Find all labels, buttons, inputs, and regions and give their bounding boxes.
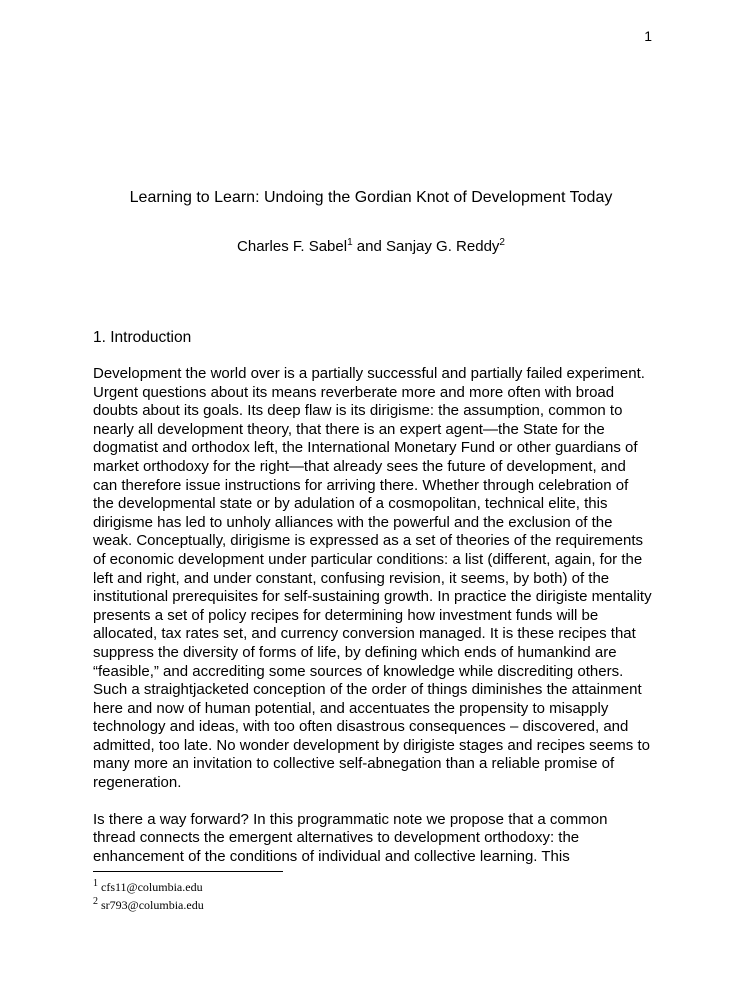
- footnote-1-marker: 1: [93, 878, 98, 889]
- footnote-separator-rule: [93, 871, 283, 872]
- footnote-1-email: cfs11@columbia.edu: [101, 880, 203, 894]
- author-2-name: Sanjay G. Reddy: [386, 238, 500, 255]
- footnote-2: [93, 897, 653, 915]
- body-text: [93, 365, 653, 866]
- section-heading-introduction: 1. Introduction: [93, 329, 192, 346]
- paper-title: Learning to Learn: Undoing the Gordian Knot of Development Today: [129, 189, 613, 206]
- paragraph-introduction-2: Is there a way forward? In this programmatic note we propose that a common thread connects the emergent alternatives to development orthodoxy: the enhancement of the conditions of individual and collective learning. This: [93, 810, 608, 865]
- footnote-area: [93, 871, 653, 914]
- footnote-2-email: sr793@columbia.edu: [101, 897, 204, 912]
- page-number: 1: [644, 28, 652, 44]
- footnote-1: [93, 879, 653, 897]
- footnote-2-marker: 2: [93, 895, 98, 907]
- author-2-footnote-marker: 2: [499, 237, 505, 248]
- author-1-footnote-marker: 1: [347, 237, 353, 248]
- authors-line: [92, 237, 650, 256]
- author-1-name: Charles F. Sabel: [237, 238, 348, 255]
- paragraph-introduction-1: Development the world over is a partially successful and partially failed experiment. Urgent questions about its means reverberate more and more often with broad doubts about its goals. Its deep flaw is its dirigisme: the assumption, common to nearly all development theory, that there is an expert agent—the State for the dogmatist and orthodox left, the International Monetary Fund or other guardians of market orthodoxy for the right—that already sees the future of development, and can therefore issue instructions for arriving there. Whether through celebration of the developmental state or by adulation of a cosmopolitan, technical elite, this dirigisme has led to unholy alliances with the powerful and the exclusion of the weak. Conceptually, dirigisme is expressed as a set of theories of the requirements of economic development under particular conditions: a list (different, again, for the left and right, and under constant, confusing revision, it seems, by both) of the institutional prerequisites for self-sustaining growth. In practice the dirigiste mentality presents a set of policy recipes for determining how investment funds will be allocated, tax rates set, and currency conversion managed. It is these recipes that suppress the diversity of forms of life, by defining which ends of humankind are “feasible,” and accrediting some sources of knowledge while discrediting others. Such a straightjacketed conception of the order of things diminishes the attainment here and now of human potential, and accentuates the propensity to misapply technology and ideas, with too often disastrous consequences – discovered, and admitted, too late. No wonder development by dirigiste stages and recipes seems to many more an invitation to collective self-abnegation than a reliable promise of regeneration.: [93, 365, 652, 792]
- authors-joiner: and: [352, 238, 387, 255]
